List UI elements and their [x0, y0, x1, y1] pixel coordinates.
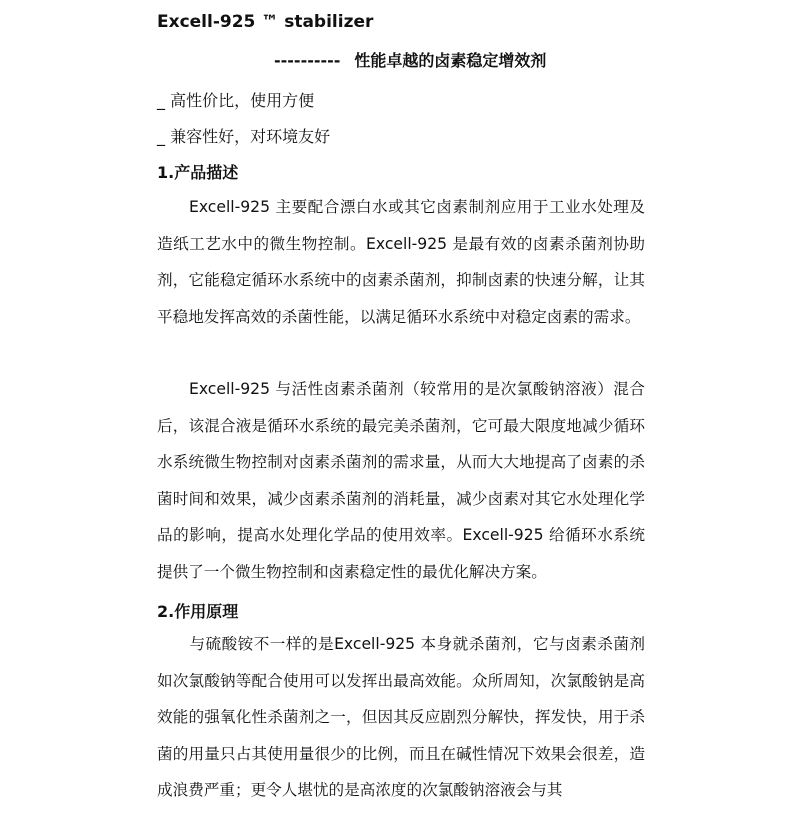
document-title: Excell-925 ™ stabilizer — [157, 12, 374, 32]
subtitle-text: 性能卓越的卤素稳定增效剂 — [354, 51, 547, 70]
bullet-item: _ 兼容性好，对环境友好 — [157, 127, 331, 146]
paragraph — [157, 189, 645, 372]
paragraph — [157, 371, 645, 591]
bullet-item: _ 高性价比，使用方便 — [157, 91, 315, 110]
section-heading: 1.产品描述 — [157, 163, 239, 182]
paragraph-text: Excell-925 主要配合漂白水或其它卤素制剂应用于工业水处理及造纸工艺水中的微生物控制。Excell-925 是最有效的卤素杀菌剂协助剂，它能稳定循环水系统中的卤素杀菌剂，抑制卤素的快速分解，让其平稳地发挥高效的杀菌性能，以满足循环水系统中对稳定卤素的需求。 — [157, 198, 645, 326]
paragraph — [157, 626, 645, 840]
document-subtitle — [274, 48, 546, 71]
paragraph-text: Excell-925 与活性卤素杀菌剂（较常用的是次氯酸钠溶液）混合后，该混合液是循环水系统的最完美杀菌剂，它可最大限度地减少循环水系统微生物控制对卤素杀菌剂的需求量，从而大大地提高了卤素的杀菌时间和效果，减少卤素杀菌剂的消耗量，减少卤素对其它水处理化学品的影响，提高水处理化学品的使用效率。Excell-925 给循环水系统提供了一个微生物控制和卤素稳定性的最优化解决方案。 — [157, 380, 645, 581]
subtitle-dashes: ---------- — [274, 51, 341, 70]
section-heading: 2.作用原理 — [157, 602, 239, 621]
paragraph-text: 与硫酸铵不一样的是Excell-925 本身就杀菌剂，它与卤素杀菌剂如次氯酸钠等配合使用可以发挥出最高效能。众所周知，次氯酸钠是高效能的强氧化性杀菌剂之一，但因其反应剧烈分解快，挥发快，用于杀菌的用量只占其使用量很少的比例，而且在碱性情况下效果会很差，造成浪费严重；更令人堪忧的是高浓度的次氯酸钠溶液会与其 — [157, 635, 645, 799]
